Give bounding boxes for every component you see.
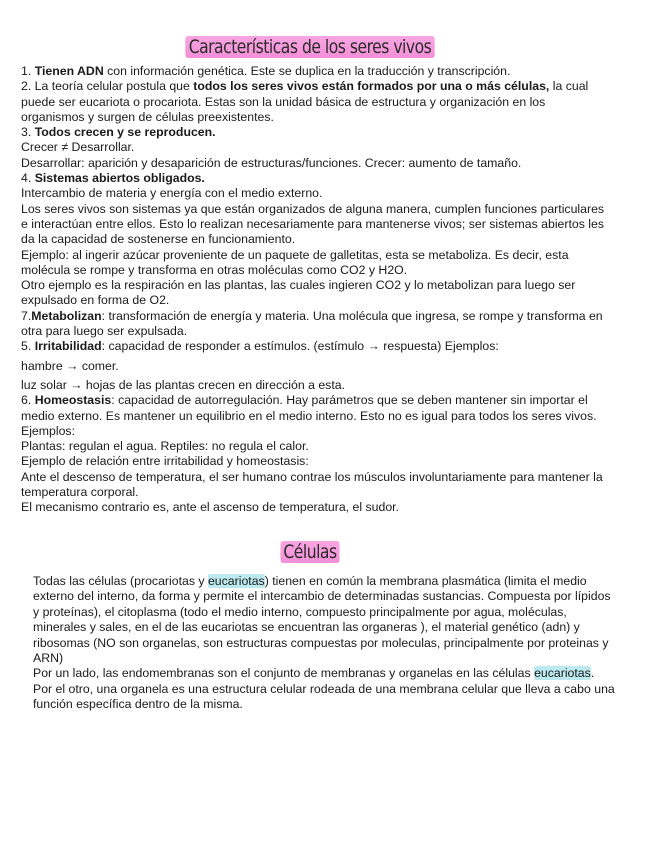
item-5-line: luz solar → hojas de las plantas crecen en dirección a esta. bbox=[21, 377, 345, 392]
item-3-line: Desarrollar: aparición y desaparición de estructuras/funciones. Crecer: aumento de tamaño. bbox=[21, 155, 522, 170]
item-1: 1. Tienen ADN con información genética. Este se duplica en la traducción y transcripción. bbox=[21, 64, 511, 78]
item-6-line: Ejemplo de relación entre irritabilidad y homeostasis: bbox=[21, 454, 309, 469]
item-4-line: Intercambio de materia y energía con el medio externo. bbox=[21, 186, 323, 201]
item-5-line: hambre → comer. bbox=[21, 358, 119, 373]
item-6: 6. Homeostasis: capacidad de autorregulación. Hay parámetros que se deben mantener sin importar el medio externo. Es mantener un equilibrio en el medio interno. Esto no es igual para todos los seres vivos. bbox=[21, 393, 597, 423]
item-7: 7.Metabolizan: transformación de energía y materia. Una molécula que ingresa, se rompe y transforma en otra para luego ser expulsada. bbox=[21, 308, 603, 339]
item-6-line: Ejemplos: bbox=[21, 423, 75, 438]
item-6-line: Plantas: regulan el agua. Reptiles: no regula el calor. bbox=[21, 439, 309, 454]
item-4-line: Otro ejemplo es la respiración en las plantas, las cuales ingieren CO2 y lo metabolizan para luego ser expulsado en forma de O2. bbox=[21, 278, 576, 308]
item-3: 3. Todos crecen y se reproducen. bbox=[21, 125, 216, 140]
paragraph-celulas-2: Por un lado, las endomembranas son el conjunto de membranas y organelas en las células eucariotas. bbox=[33, 666, 595, 681]
item-2: 2. La teoría celular postula que todos los seres vivos están formados por una o más células, la cual puede ser eucariota o procariota. Estas son la unidad básica de estructura y organización en los organismos y surgen de células preexistentes. bbox=[21, 79, 589, 124]
highlighted-word: eucariotas bbox=[534, 666, 591, 681]
section-title-celulas: Células bbox=[56, 541, 564, 563]
item-5: 5. Irritabilidad: capacidad de responder a estímulos. (estímulo → respuesta) Ejemplos: bbox=[21, 339, 499, 354]
item-3-line: Crecer ≠ Desarrollar. bbox=[21, 140, 135, 155]
item-6-line: El mecanismo contrario es, ante el ascenso de temperatura, el sudor. bbox=[21, 500, 399, 515]
section-title-caracteristicas: Características de los seres vivos bbox=[56, 36, 564, 58]
section-body-caracteristicas bbox=[21, 64, 611, 516]
item-4-line: Los seres vivos son sistemas ya que están organizados de alguna manera, cumplen funciones particulares e interactúan entre ellos. Esto lo realizan necesariamente para mantenerse vivos; ser sistemas abiertos les da la capacidad de sostenerse en funcionamiento. bbox=[21, 201, 605, 247]
item-6-line: Ante el descenso de temperatura, el ser humano contrae los músculos involuntariamente para mantener la temperatura corporal. bbox=[21, 469, 603, 500]
highlighted-word: eucariotas bbox=[207, 574, 265, 588]
item-4: 4. Sistemas abiertos obligados. bbox=[21, 171, 205, 186]
section-body-celulas bbox=[33, 574, 615, 713]
item-4-line: Ejemplo: al ingerir azúcar proveniente de un paquete de galletitas, esta se metaboliza. Es decir, esta molécula se rompe y transforma en otras moléculas como CO2 y H2O. bbox=[21, 247, 569, 277]
paragraph-celulas-3: Por el otro, una organela es una estructura celular rodeada de una membrana celular que lleva a cabo una función específica dentro de la misma. bbox=[33, 681, 615, 712]
paragraph-celulas-1: Todas las células (procariotas y eucariotas) tienen en común la membrana plasmática (limita el medio externo del interno, da forma y permite el intercambio de determinadas sustancias. Compuesta por lípidos y proteínas), el citoplasma (todo el medio interno, compuesto principalmente por agua, moléculas, minerales y sales, en el de las eucariotas se encuentran las organeras ), el material genético (adn) y ribosomas (NO son organelas, son estructuras compuestas por moleculas, principalmente por proteinas y ARN) bbox=[33, 574, 611, 666]
